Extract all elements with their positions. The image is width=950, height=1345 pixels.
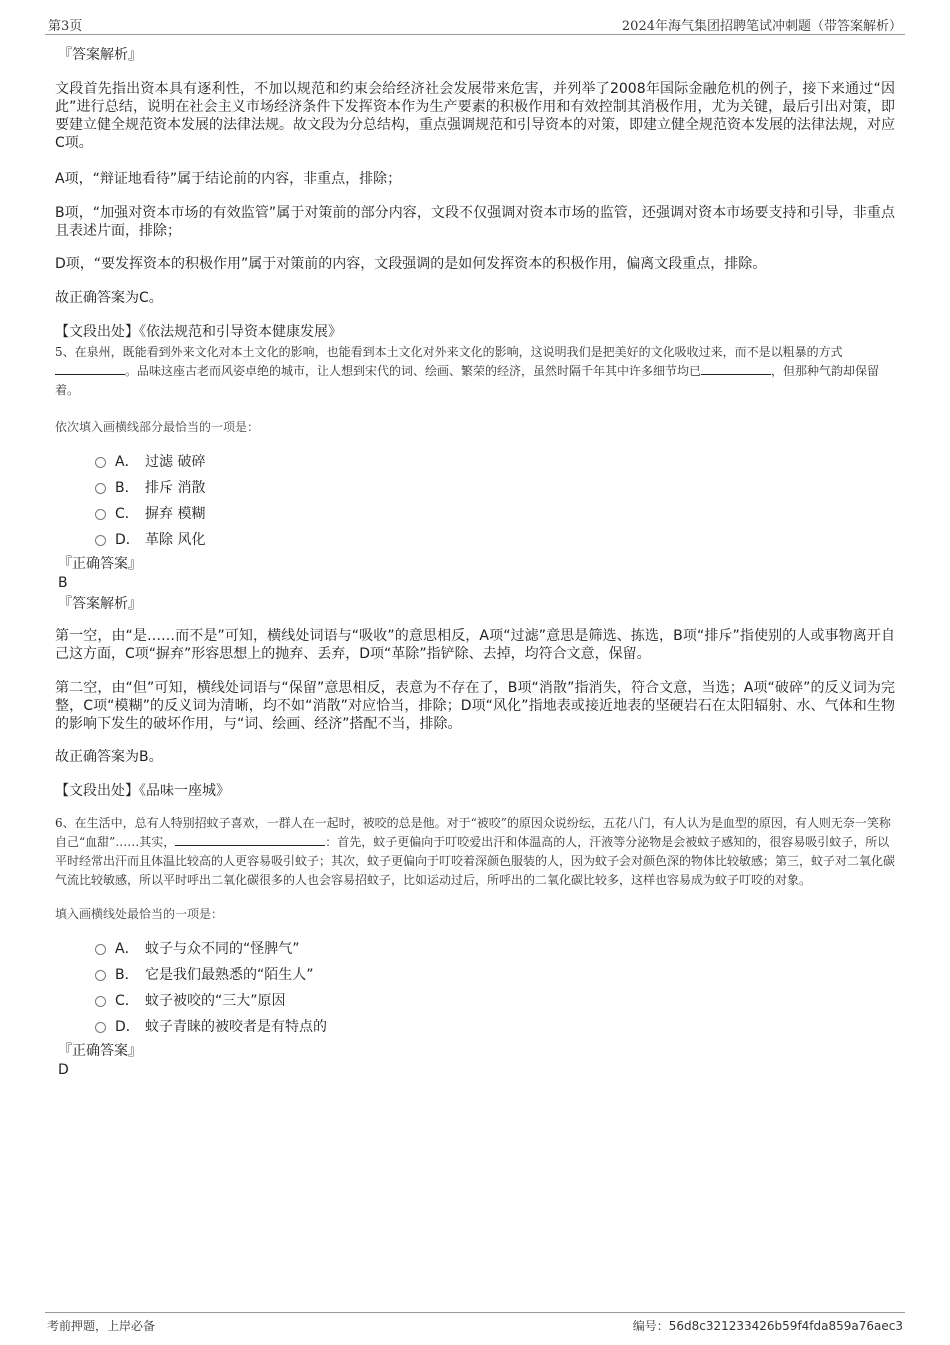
- analysis-label: 『答案解析』: [58, 596, 142, 612]
- footer-slogan: 考前押题，上岸必备: [47, 1319, 156, 1333]
- question-text: 5、在泉州，既能看到外来文化对本土文化的影响，也能看到本土文化对外来文化的影响，这说明我们是把美好的文化吸收过来，而不是以粗暴的方式: [55, 345, 843, 359]
- option-text: 摒弃 模糊: [145, 506, 206, 522]
- analysis-paragraph: 文段首先指出资本具有逐利性，不加以规范和约束会给经济社会发展带来危害，并列举了2008年国际金融危机的例子，接下来通过“因此”进行总结，说明在社会主义市场经济条件下发挥资本作为生产要素的积极作用和有效控制其消极作用，尤为关键，最后引出对策，即要建立健全规范资本发展的法律法规。故文段为分总结构，重点强调规范和引导资本的对策，即建立健全规范资本发展的法律法规，对应C项。: [55, 81, 895, 151]
- option-b[interactable]: [55, 965, 895, 991]
- document-code: 编号：56d8c321233426b59f4fda859a76aec3: [632, 1319, 903, 1333]
- page-content: [55, 45, 895, 1079]
- radio-icon[interactable]: [95, 970, 106, 981]
- option-letter: B．: [115, 967, 139, 983]
- radio-icon[interactable]: [95, 944, 106, 955]
- analysis-label: 『答案解析』: [58, 47, 142, 63]
- question-text: ：首先，蚊子更偏向于叮咬爱出汗和体温高的人，汗液等分泌物是会被蚊子感知的，很容易吸引蚊子，所以平时经常出汗而且体温比较高的人更容易吸引蚊子；其次，蚊子更偏向于叮咬着深颜色服装的人，因为蚊子会对颜色深的物体比较敏感；第三，蚊子对二氧化碳气流比较敏感，所以平时呼出二氧化碳很多的人也会容易招蚊子，比如运动过后，所呼出的二氧化碳比较多，这样也容易成为蚊子叮咬的对象。: [55, 835, 896, 887]
- option-letter: D．: [115, 532, 140, 548]
- analysis-option-b: B项，“加强对资本市场的有效监管”属于对策前的部分内容，文段不仅强调对资本市场的监管，还强调对资本市场要支持和引导，非重点且表述片面，排除；: [55, 205, 895, 239]
- option-letter: C．: [115, 506, 139, 522]
- option-letter: B．: [115, 480, 139, 496]
- radio-icon[interactable]: [95, 509, 106, 520]
- radio-icon[interactable]: [95, 996, 106, 1007]
- question-prompt: 填入画横线处最恰当的一项是：: [55, 907, 224, 921]
- page-footer: [45, 1312, 905, 1339]
- option-text: 它是我们最熟悉的“陌生人”: [145, 967, 314, 983]
- option-d[interactable]: [55, 530, 895, 556]
- analysis-paragraph: 第二空，由“但”可知，横线处词语与“保留”意思相反，表意为不存在了，B项“消散”指消失，符合文意，当选；A项“破碎”的反义词为完整，C项“模糊”的反义词为清晰，均不如“消散”对应恰当，排除；D项“风化”指地表或接近地表的坚硬岩石在太阳辐射、水、气体和生物的影响下发生的破坏作用，与“词、绘画、经济”搭配不当，排除。: [55, 680, 895, 732]
- question-prompt: 依次填入画横线部分最恰当的一项是：: [55, 420, 260, 434]
- option-letter: A．: [115, 941, 139, 957]
- question-text: 。品味这座古老而风姿卓绝的城市，让人想到宋代的词、绘画、繁荣的经济，虽然时隔千年其中许多细节均已: [125, 364, 702, 378]
- option-a[interactable]: [55, 939, 895, 965]
- analysis-option-a: A项，“辩证地看待”属于结论前的内容，非重点，排除；: [55, 171, 402, 187]
- conclusion: 故正确答案为B。: [55, 749, 163, 765]
- conclusion: 故正确答案为C。: [55, 290, 163, 306]
- correct-answer: B: [58, 575, 68, 591]
- options-list: [55, 939, 895, 1043]
- fill-blank: [55, 362, 125, 375]
- option-text: 蚊子青睐的被咬者是有特点的: [145, 1019, 327, 1035]
- options-list: [55, 452, 895, 556]
- option-b[interactable]: [55, 478, 895, 504]
- option-text: 排斥 消散: [145, 480, 206, 496]
- document-title: 2024年海气集团招聘笔试冲刺题（带答案解析）: [621, 19, 902, 34]
- analysis-option-d: D项，“要发挥资本的积极作用”属于对策前的内容，文段强调的是如何发挥资本的积极作用，偏离文段重点，排除。: [55, 256, 767, 272]
- question-5: [55, 343, 895, 400]
- correct-answer: D: [58, 1062, 69, 1078]
- question-6: [55, 814, 895, 890]
- question-text: 6、在生活中，总有人特别招蚊子喜欢，一群人在一起时，被咬的总是他。对于“被咬”的原因众说纷纭，五花八门，有人认为是血型的原因，有人则无奈一笑称自己“血甜”……其实，: [55, 816, 891, 849]
- correct-answer-label: 『正确答案』: [58, 1043, 142, 1059]
- question-text: ，但那种气韵却保留着。: [55, 364, 880, 397]
- option-c[interactable]: [55, 991, 895, 1017]
- radio-icon[interactable]: [95, 483, 106, 494]
- option-text: 过滤 破碎: [145, 454, 206, 470]
- option-text: 革除 风化: [145, 532, 206, 548]
- correct-answer-label: 『正确答案』: [58, 556, 142, 572]
- radio-icon[interactable]: [95, 457, 106, 468]
- option-text: 蚊子与众不同的“怪脾气”: [145, 941, 300, 957]
- option-text: 蚊子被咬的“三大”原因: [145, 993, 286, 1009]
- option-letter: A．: [115, 454, 139, 470]
- source-citation: 【文段出处】《依法规范和引导资本健康发展》: [55, 324, 342, 340]
- analysis-paragraph: 第一空，由“是……而不是”可知，横线处词语与“吸收”的意思相反，A项“过滤”意思是筛选、拣选，B项“排斥”指使别的人或事物离开自己这方面，C项“摒弃”形容思想上的抛弃、丢弃，D项“革除”指铲除、去掉，均符合文意，保留。: [55, 628, 895, 662]
- fill-blank: [175, 833, 325, 846]
- option-a[interactable]: [55, 452, 895, 478]
- option-c[interactable]: [55, 504, 895, 530]
- radio-icon[interactable]: [95, 535, 106, 546]
- page-number: 第3页: [48, 19, 83, 34]
- radio-icon[interactable]: [95, 1022, 106, 1033]
- option-letter: C．: [115, 993, 139, 1009]
- option-letter: D．: [115, 1019, 140, 1035]
- page-header: [45, 12, 905, 35]
- option-d[interactable]: [55, 1017, 895, 1043]
- fill-blank: [701, 362, 771, 375]
- source-citation: 【文段出处】《品味一座城》: [55, 783, 230, 799]
